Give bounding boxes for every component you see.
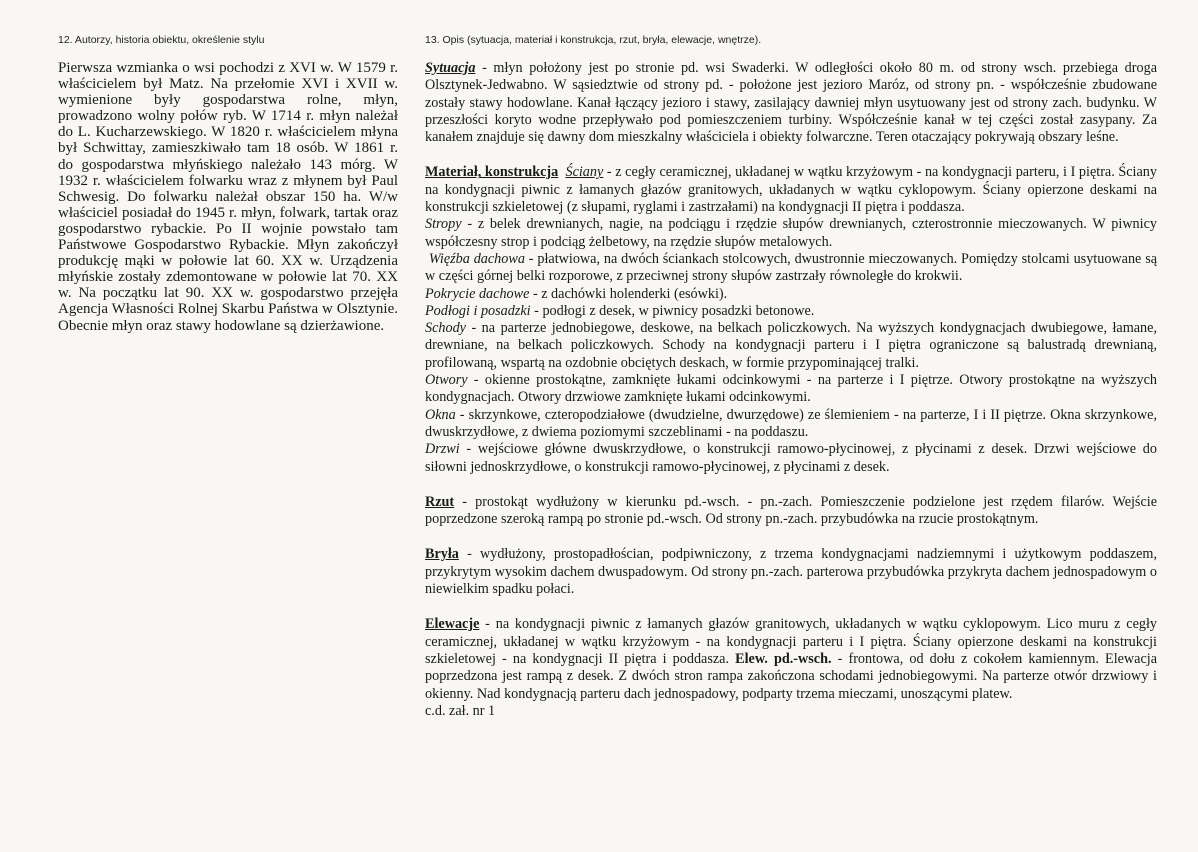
- wiezba-label: Więźba dachowa: [428, 250, 525, 267]
- pokrycie-label: Pokrycie dachowe: [425, 285, 530, 302]
- podlogi-text: - podłogi z desek, w piwnicy posadzki betonowe.: [530, 302, 815, 319]
- otwory-text: - okienne prostokątne, zamknięte łukami odcinkowymi - na parterze i I piętrze. Otwory prostokątne na wyższych kondygnacjach. Otwory drzwiowe zamknięte łukami odcinkowymi.: [425, 372, 1157, 406]
- sciany-text: - z cegły ceramicznej, układanej w wątku krzyżowym - na kondygnacji parteru, i I piętra. Ściany na kondygnacji piwnic z łamanych głazów granitowych, układanych w wątku cyklopowym. Ściany opierzone deskami na konstrukcji szkieletowej (z słupami, ryglami i zastrzałami) na kondygnacji II piętra i poddasza.: [425, 164, 1157, 216]
- okna-paragraph: [425, 407, 1157, 442]
- rzut-paragraph: [425, 494, 1157, 529]
- right-column: [425, 34, 1157, 720]
- history-text: Pierwsza wzmianka o wsi pochodzi z XVI w. W 1579 r. właścicielem był Matz. Na przełomie XVI i XVII w. wymienione były gospodarstwa rolne, młyn, prowadzono wolny połów ryb. W 1714 r. młyn należał do L. Kucharzewskiego. W 1820 r. właścicielem młyna był Schwittay, zamieszkiwało tam 18 osób. W 1861 r. do gospodarstwa młyńskiego należało 143 mórg. W 1932 r. właścicielem folwarku wraz z młynem był Paul Schwesig. Do folwarku należał obszar 150 ha. W/w właściciel posiadał do 1945 r. młyn, folwark, tartak oraz gospodarstwo rybackie. Po II wojnie powstało tam Państwowe Gospodarstwo Rybackie. Młyn zakończył produkcję mąki w połowie lat 60. XX w. Urządzenia młyńskie zostały zdemontowane w połowie lat 70. XX w. Na początku lat 90. XX w. gospodarstwo przejęła Agencja Własności Rolnej Skarbu Państwa w Olsztynie. Obecnie młyn oraz stawy hodowlane są dzierżawione.: [58, 60, 398, 334]
- sytuacja-label: Sytuacja: [425, 60, 476, 76]
- schody-label: Schody: [425, 320, 466, 337]
- elewacje-text-2: - frontowa, od dołu z cokołem kamiennym. Elewacja poprzedzona jest rampą z desek. Z dwóch stron rampa zakończona schodami jednobiegowymi. Na parterze otwór drzwiowy i okienny. Nad kondygnacją parteru dach jednospadowy, podparty trzema mieczami, unoszącymi platew.: [425, 650, 1158, 702]
- sytuacja-paragraph: [425, 60, 1157, 146]
- sciany-label: Ściany: [565, 164, 604, 181]
- bryla-paragraph: [425, 546, 1157, 598]
- bryla-text: - wydłużony, prostopadłościan, podpiwniczony, z trzema kondygnacjami nadziemnymi i użytkowym poddaszem, przykrytym wysokim dachem dwuspadowym. Od strony pn.-zach. parterowa przybudówka przykryta dachem jednospadowym o niewielkim spadku połaci.: [425, 546, 1157, 598]
- elewacje-bold: Elew. pd.-wsch.: [735, 650, 832, 667]
- podlogi-paragraph: [425, 303, 1157, 320]
- sytuacja-text: - młyn położony jest po stronie pd. wsi Swaderki. W odległości około 80 m. od strony wsch. przebiega droga Olsztynek-Jedwabno. W sąsiedztwie od strony pd. - położone jest jezioro Maróz, od strony pn. - współcześnie zbudowane zostały stawy hodowlane. Kanał łączący jezioro i stawy, zasilający dawniej młyn usytuowany jest od strony zach. budynku. W przeszłości koryto wodne przepływało pod pomieszczeniem turbiny. Współcześnie kanał w tej części został zasypany. Za kanałem znajduje się dawny dom mieszkalny właściciela i obiekty folwarczne. Teren otaczający pokrywają obszary leśne.: [425, 60, 1157, 146]
- bryla-label: Bryła: [425, 546, 459, 563]
- section-13-header: 13. Opis (sytuacja, materiał i konstrukcja, rzut, bryła, elewacje, wnętrze).: [425, 34, 762, 46]
- pokrycie-text: - z dachówki holenderki (esówki).: [529, 285, 728, 302]
- otwory-paragraph: [425, 372, 1157, 407]
- pokrycie-paragraph: [425, 286, 1157, 303]
- wiezba-text: - płatwiowa, na dwóch ściankach stolcowych, dwustronnie mieczowanych. Pomiędzy stolcami usytuowane są w części górnej belki rozporowe, z przeciwnej strony słupów zastrzały równoległe do krokwii.: [425, 250, 1158, 285]
- stropy-paragraph: [425, 216, 1157, 251]
- drzwi-paragraph: [425, 441, 1157, 476]
- wiezba-paragraph: [425, 251, 1157, 286]
- drzwi-label: Drzwi: [425, 441, 460, 458]
- schody-paragraph: [425, 320, 1157, 372]
- continuation-note: c.d. zał. nr 1: [425, 702, 496, 719]
- okna-text: - skrzynkowe, czteropodziałowe (dwudzielne, dwurzędowe) ze ślemieniem - na parterze, I i II piętrze. Okna skrzynkowe, dwuskrzydłowe, z dwiema poziomymi szczeblinami - na poddaszu.: [425, 406, 1157, 440]
- drzwi-text: - wejściowe główne dwuskrzydłowe, o konstrukcji ramowo-płycinowej, z płycinami z desek. Drzwi wejściowe do siłowni jednoskrzydłowe, o konstrukcji ramowo-płycinowej, z płycinami z desek.: [425, 441, 1157, 475]
- stropy-text: - z belek drewnianych, nagie, na podciągu i rzędzie słupów drewnianych, czterostronnie mieczowanych. W piwnicy współczesny strop i podciąg żelbetowy, na rzędzie słupów metalowych.: [425, 216, 1157, 250]
- podlogi-label: Podłogi i posadzki: [425, 302, 531, 319]
- section-12-header: 12. Autorzy, historia obiektu, określenie stylu: [58, 34, 265, 46]
- otwory-label: Otwory: [425, 372, 468, 389]
- okna-label: Okna: [425, 406, 456, 423]
- elewacje-paragraph: [425, 616, 1157, 702]
- elewacje-label: Elewacje: [425, 616, 480, 633]
- schody-text: - na parterze jednobiegowe, deskowe, na belkach policzkowych. Na wyższych kondygnacjach dwubiegowe, łamane, drewniane, na belkach policzkowych. Schody na kondygnacji parteru i I piętra ograniczone są balustradą drewnianą, profilowaną, wspartą na ozdobnie obciętych deskach, w formie przypominającej tralki.: [425, 320, 1157, 371]
- sciany-paragraph: [425, 164, 1157, 216]
- rzut-label: Rzut: [425, 493, 455, 510]
- elewacje-text-1: - na kondygnacji piwnic z łamanych głazów granitowych, układanych w wątku cyklopowym. Lico muru z cegły ceramicznej, układanej w wątku krzyżowym - na kondygnacji parteru i I piętra. Ściany opierzone deskami na konstrukcji szkieletowej - na kondygnacji II piętra i poddasza.: [425, 616, 1157, 667]
- stropy-label: Stropy: [425, 216, 462, 233]
- left-column: [58, 34, 398, 334]
- material-label: Materiał, konstrukcja: [425, 164, 559, 181]
- rzut-text: - prostokąt wydłużony w kierunku pd.-wsch. - pn.-zach. Pomieszczenie podzielone jest rzędem filarów. Wejście poprzedzone szeroką rampą po stronie pd.-wsch. Od strony pn.-zach. przybudówka na rzucie prostokątnym.: [425, 493, 1157, 528]
